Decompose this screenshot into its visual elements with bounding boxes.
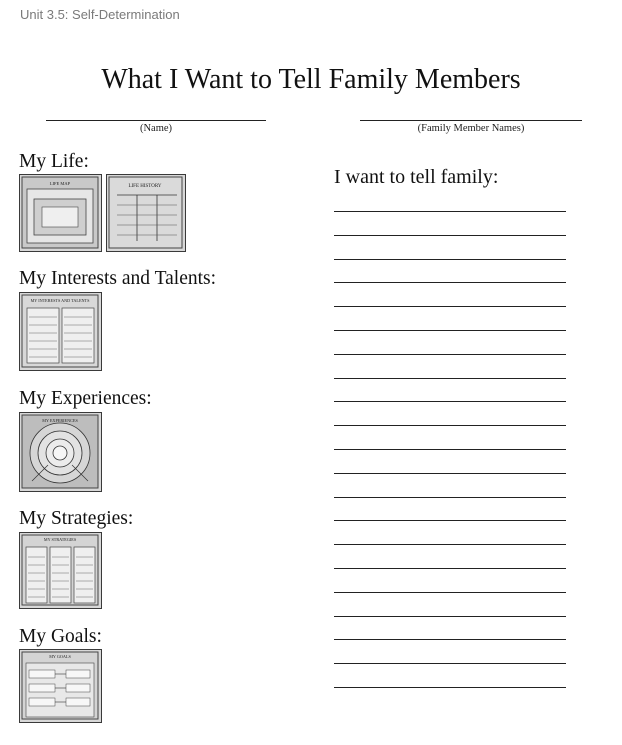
my-goals-label: My Goals:: [19, 626, 102, 647]
writing-line[interactable]: [334, 616, 566, 617]
experiences-caption: MY EXPERIENCES: [42, 418, 78, 423]
my-interests-label: My Interests and Talents:: [19, 268, 217, 289]
writing-line[interactable]: [334, 306, 566, 307]
name-line[interactable]: [46, 120, 266, 121]
writing-line[interactable]: [334, 330, 566, 331]
writing-line[interactable]: [334, 520, 566, 521]
writing-line[interactable]: [334, 497, 566, 498]
interests-caption: MY INTERESTS AND TALENTS: [30, 298, 90, 303]
goals-caption: MY GOALS: [49, 654, 71, 659]
writing-line[interactable]: [334, 235, 566, 236]
interests-thumbnail: [19, 292, 102, 371]
writing-line[interactable]: [334, 663, 566, 664]
writing-line[interactable]: [334, 449, 566, 450]
writing-line[interactable]: [334, 401, 566, 402]
page-title: What I Want to Tell Family Members: [101, 64, 521, 95]
life-history-caption: LIFE HISTORY: [128, 184, 162, 189]
tell-family-heading: I want to tell family:: [334, 166, 499, 188]
writing-line[interactable]: [334, 378, 566, 379]
experiences-thumbnail: [19, 412, 102, 492]
my-experiences-label: My Experiences:: [19, 388, 152, 409]
strategies-caption: MY STRATEGIES: [43, 537, 77, 542]
family-names-label: (Family Member Names): [417, 123, 525, 134]
writing-line[interactable]: [334, 354, 566, 355]
writing-line[interactable]: [334, 568, 566, 569]
goals-thumbnail: [19, 649, 102, 723]
family-names-line[interactable]: [360, 120, 582, 121]
writing-line[interactable]: [334, 687, 566, 688]
writing-line[interactable]: [334, 592, 566, 593]
writing-line[interactable]: [334, 544, 566, 545]
life-history-thumbnail: [106, 174, 186, 252]
life-map-caption: LIFE MAP: [49, 181, 71, 186]
life-map-thumbnail: [19, 174, 102, 252]
writing-line[interactable]: [334, 259, 566, 260]
writing-line[interactable]: [334, 639, 566, 640]
writing-line[interactable]: [334, 282, 566, 283]
unit-header: Unit 3.5: Self-Determination: [20, 7, 180, 22]
my-life-label: My Life:: [19, 151, 89, 172]
name-label: (Name): [139, 123, 173, 134]
writing-line[interactable]: [334, 211, 566, 212]
strategies-thumbnail: [19, 532, 102, 609]
writing-line[interactable]: [334, 425, 566, 426]
my-strategies-label: My Strategies:: [19, 508, 134, 529]
writing-line[interactable]: [334, 473, 566, 474]
